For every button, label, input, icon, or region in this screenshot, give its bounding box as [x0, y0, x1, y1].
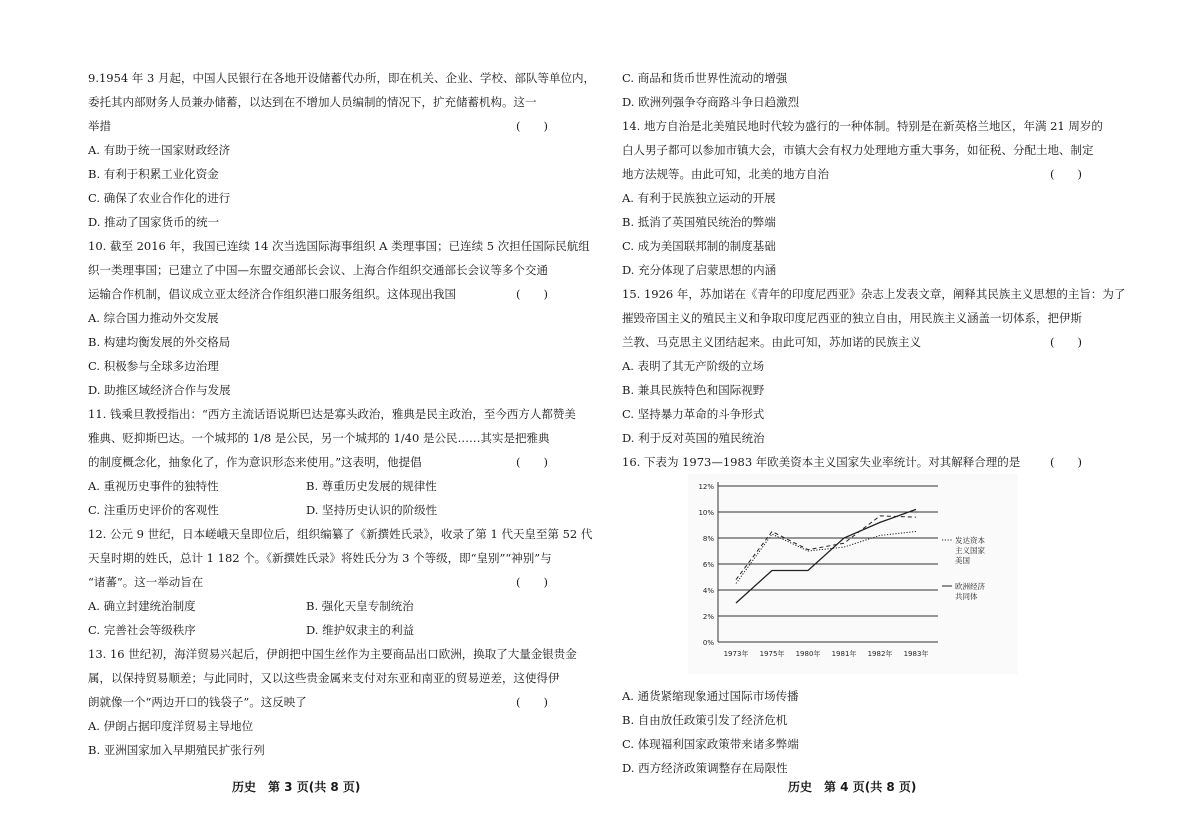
option-item: D. 欧洲列强争夺商路斗争日趋激烈	[622, 95, 800, 109]
question-stem-line: 白人男子都可以参加市镇大会，市镇大会有权力处理地方重大事务，如征税、分配土地、制定	[622, 143, 1094, 157]
question-stem-line: 12. 公元 9 世纪，日本嵯峨天皇即位后，组织编纂了《新撰姓氏录》，收录了第 1 代天皇至第 52 代	[88, 527, 593, 541]
option-C: C. 完善社会等级秩序	[88, 623, 196, 637]
option-item: A. 有助于统一国家财政经济	[88, 143, 231, 157]
question-stem-line: 属，以保持贸易顺差；与此同时，又以这些贵金属来支付对东亚和南亚的贸易逆差，这使得伊	[88, 671, 560, 685]
option-C: C. 注重历史评价的客观性	[88, 503, 219, 517]
option-item: D. 推动了国家货币的统一	[88, 215, 220, 229]
option-item: C. 积极参与全球多边治理	[88, 359, 219, 373]
option-row	[88, 594, 550, 618]
question-stem-line: 9.1954 年 3 月起，中国人民银行在各地开设储蓄代办所，即在机关、企业、学校、部队等单位内，	[88, 71, 596, 85]
question-stem-line: 运输合作机制，倡议成立亚太经济合作组织港口服务组织。这体现出我国 ( )	[88, 282, 550, 306]
x-tick-label: 1975年	[759, 650, 785, 658]
option-item: B. 有利于积累工业化资金	[88, 167, 219, 181]
answer-bracket: ( )	[1050, 167, 1082, 181]
option-item: A. 通货紧缩现象通过国际市场传播	[622, 689, 799, 703]
page-footer: 历史 第 4 页(共 8 页)	[788, 780, 917, 794]
option-item: B. 兼具民族特色和国际视野	[622, 383, 765, 397]
question-stem-line: 朗就像一个“两边开口的钱袋子”。这反映了 ( )	[88, 690, 550, 714]
y-tick-label: 4%	[702, 587, 714, 595]
option-item: B. 自由放任政策引发了经济危机	[622, 713, 788, 727]
y-tick-label: 6%	[702, 561, 714, 569]
option-item: B. 构建均衡发展的外交格局	[88, 335, 231, 349]
answer-bracket: ( )	[516, 287, 548, 301]
option-item: C. 体现福利国家政策带来诸多弊端	[622, 737, 799, 751]
chart-svg	[688, 474, 1018, 674]
option-B: B. 强化天皇专制统治	[306, 599, 414, 613]
legend-label: 美国	[955, 556, 970, 565]
option-item: C. 成为美国联邦制的制度基础	[622, 239, 776, 253]
option-item: A. 有利于民族独立运动的开展	[622, 191, 776, 205]
option-D: D. 坚持历史认识的阶级性	[306, 503, 438, 517]
option-A: A. 重视历史事件的独特性	[88, 479, 219, 493]
option-item: B. 抵消了英国殖民统治的弊端	[622, 215, 776, 229]
y-tick-label: 2%	[702, 613, 714, 621]
question-stem-line: 的制度概念化，抽象化了，作为意识形态来使用。”这表明，他提倡 ( )	[88, 450, 550, 474]
page-4	[600, 0, 1200, 838]
question-stem-line: 摧毁帝国主义的殖民主义和争取印度尼西亚的独立自由，用民族主义涵盖一切体系，把伊斯	[622, 311, 1082, 325]
y-tick-label: 0%	[702, 639, 714, 647]
left-column	[88, 66, 596, 762]
page-footer: 历史 第 3 页(共 8 页)	[232, 780, 361, 794]
legend-label: 主义国家	[955, 546, 985, 555]
option-item: D. 西方经济政策调整存在局限性	[622, 761, 788, 775]
y-tick-label: 10%	[698, 509, 714, 517]
question-stem-line: 兰教、马克思主义团结起来。由此可知，苏加诺的民族主义 ( )	[622, 330, 1084, 354]
answer-bracket: ( )	[516, 575, 548, 589]
question-stem-line: 天皇时期的姓氏，总计 1 182 个。《新撰姓氏录》将姓氏分为 3 个等级，即“皇别”“神别”与	[88, 551, 552, 565]
option-item: D. 助推区域经济合作与发展	[88, 383, 231, 397]
legend-label: 共同体	[955, 592, 978, 601]
option-item: C. 确保了农业合作化的进行	[88, 191, 231, 205]
question-stem-line: 15. 1926 年，苏加诺在《青年的印度尼西亚》杂志上发表文章，阐释其民族主义思想的主旨：为了	[622, 287, 1126, 301]
option-B: B. 尊重历史发展的规律性	[306, 479, 437, 493]
x-tick-label: 1981年	[831, 650, 857, 658]
chart-background	[688, 474, 1018, 674]
x-tick-label: 1983年	[903, 650, 929, 658]
legend-label: 发达资本	[955, 536, 985, 545]
question-stem-line: 举措 ( )	[88, 114, 550, 138]
option-row	[88, 474, 550, 498]
x-tick-label: 1980年	[795, 650, 821, 658]
option-item: D. 充分体现了启蒙思想的内涵	[622, 263, 777, 277]
option-item: A. 综合国力推动外交发展	[88, 311, 219, 325]
answer-bracket: ( )	[516, 455, 548, 469]
question-stem-line: “诸蕃”。这一举动旨在 ( )	[88, 570, 550, 594]
answer-bracket: ( )	[516, 119, 548, 133]
question-stem-line: 14. 地方自治是北美殖民地时代较为盛行的一种体制。特别是在新英格兰地区，年满 21 周岁的	[622, 119, 1103, 133]
x-tick-label: 1973年	[723, 650, 749, 658]
legend-label: 欧洲经济	[955, 582, 985, 591]
y-tick-label: 12%	[698, 483, 714, 491]
option-item: B. 亚洲国家加入早期殖民扩张行列	[88, 743, 265, 757]
question-stem-line: 10. 截至 2016 年，我国已连续 14 次当选国际海事组织 A 类理事国；已连续 5 次担任国际民航组	[88, 239, 590, 253]
question-stem-line: 地方法规等。由此可知，北美的地方自治 ( )	[622, 162, 1084, 186]
option-item: C. 坚持暴力革命的斗争形式	[622, 407, 765, 421]
option-item: D. 利于反对英国的殖民统治	[622, 431, 765, 445]
question-stem-line: 委托其内部财务人员兼办储蓄，以达到在不增加人员编制的情况下，扩充储蓄机构。这一	[88, 95, 537, 109]
x-tick-label: 1982年	[867, 650, 893, 658]
answer-bracket: ( )	[1050, 335, 1082, 349]
answer-bracket: ( )	[1050, 455, 1082, 469]
option-row	[88, 498, 550, 522]
question-stem-line: 雅典、贬抑斯巴达。一个城邦的 1/8 是公民，另一个城邦的 1/40 是公民……其实是把雅典	[88, 431, 550, 445]
option-A: A. 确立封建统治制度	[88, 599, 196, 613]
answer-bracket: ( )	[516, 695, 548, 709]
question-stem-line: 织一类理事国；已建立了中国—东盟交通部长会议、上海合作组织交通部长会议等多个交通	[88, 263, 548, 277]
question-stem-line: 13. 16 世纪初，海洋贸易兴起后，伊朗把中国生丝作为主要商品出口欧洲，换取了大量金银贵金	[88, 647, 577, 661]
option-item: C. 商品和货币世界性流动的增强	[622, 71, 788, 85]
question-stem-line: 16. 下表为 1973—1983 年欧美资本主义国家失业率统计。对其解释合理的是 ( )	[622, 450, 1084, 474]
question-stem-line: 11. 钱乘旦教授指出：“西方主流话语说斯巴达是寡头政治，雅典是民主政治，至今西方人都赞美	[88, 407, 576, 421]
unemployment-chart	[688, 474, 1018, 674]
y-tick-label: 8%	[702, 535, 714, 543]
option-item: A. 表明了其无产阶级的立场	[622, 359, 765, 373]
option-row	[88, 618, 550, 642]
option-item: A. 伊朗占据印度洋贸易主导地位	[88, 719, 254, 733]
option-D: D. 维护奴隶主的利益	[306, 623, 415, 637]
